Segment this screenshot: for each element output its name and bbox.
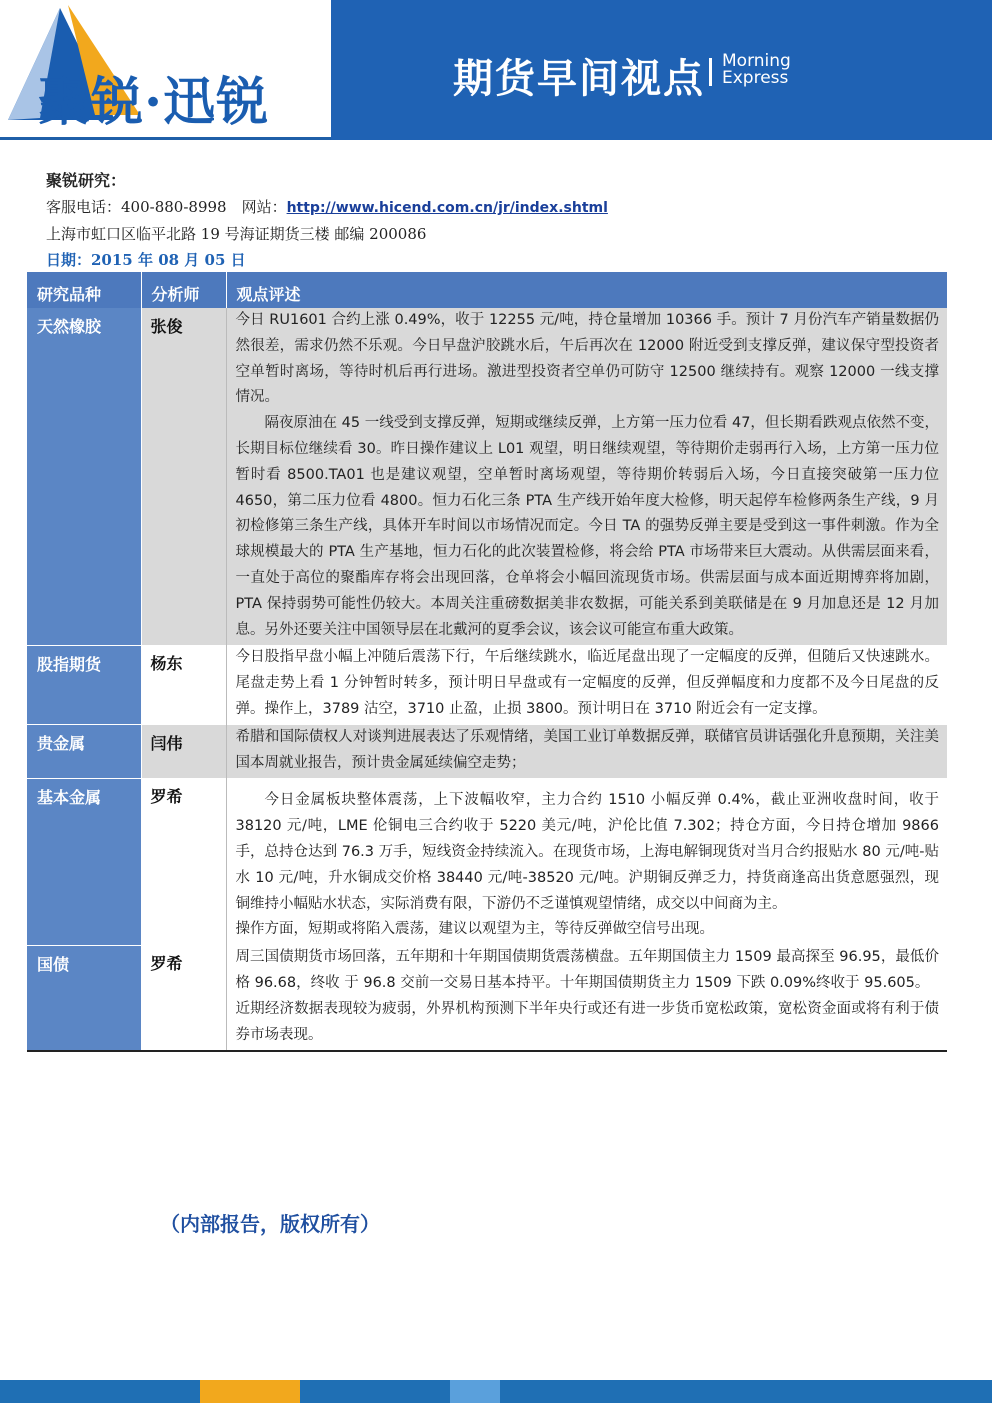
view-paragraph: 希腊和国际债权人对谈判进展表达了乐观情绪，美国工业订单数据反弹，联储官员讲话强化升息预期，关注美国本周就业报告，预计贵金属延续偏空走势； <box>235 728 939 771</box>
view-paragraph: 隔夜原油在 45 一线受到支撑反弹，短期或继续反弹，上方第一压力位看 47，但长期看跌观点依然不变，长期目标位继续看 30。昨日操作建议上 L01 观望，明日继续观望，等待期价走弱再行入场，上方第一压力位暂时看 8500.TA01 也是建议观望，空单暂时离场观望，等待期价转弱后入场，今日直接突破第一压力位 4650，第二压力位看 4800。恒力石化三条 PTA 生产线开始年度大检修，明天起停车检修两条生产线，9 月初检修第三条生产线，具体开车时间以市场情况而定。今日 TA 的强势反弹主要是受到这一事件刺激。作为全球规模最大的 PTA 生产基地，恒力石化的此次装置检修，将会给 PTA 市场带来巨大震动。从供需层面来看，一直处于高位的聚酯库存将会出现回落，仓单将会小幅回流现货市场。供需层面与成本面近期博弈将加剧，PTA 保持弱势可能性仍较大。本周关注重磅数据美非农数据，可能关系到美联储是在 9 月加息还是 12 月加息。另外还要关注中国领导层在北戴河的夏季会议，该会议可能宣布重大政策。 <box>235 415 939 638</box>
view-paragraph: 今日 RU1601 合约上涨 0.49%，收于 12255 元/吨，持仓量增加 10366 手。预计 7 月份汽车产销量数据仍然很差，需求仍然不乐观。今日早盘沪胶跳水后，午后再次在 12000 附近受到支撑反弹，建议保守型投资者空单暂时离场，等待时机后再行进场。激进型投资者空单仍可防守 12500 继续持有。观察 12000 一线支撑情况。 <box>235 312 939 406</box>
header-analyst: 分析师 <box>141 272 226 308</box>
row-view <box>226 945 947 1051</box>
table-row <box>27 308 947 645</box>
row-analyst: 罗希 <box>141 778 226 945</box>
research-label: 聚锐研究： <box>46 171 127 190</box>
view-paragraph: 近期经济数据表现较为疲弱，外界机构预测下半年央行或还有进一步货币宽松政策，宽松资金面或将有利于债券市场表现。 <box>235 1000 939 1043</box>
header-category: 研究品种 <box>27 272 141 308</box>
row-analyst: 杨东 <box>141 645 226 724</box>
website-link[interactable]: http://www.hicend.com.cn/jr/index.shtml <box>286 200 608 216</box>
row-category: 天然橡胶 <box>27 308 141 645</box>
analysis-table <box>27 272 947 1052</box>
table-row <box>27 778 947 945</box>
company-logo <box>0 0 331 140</box>
bar-segment <box>500 1380 992 1403</box>
view-paragraph: 周三国债期货市场回落，五年期和十年期国债期货震荡横盘。五年期国债主力 1509 最高探至 96.95，最低价格 96.68，终收 于 96.8 交前一交易日基本持平。十年期国债期货主力 1509 下跌 0.09%终收于 95.605。 <box>235 949 939 991</box>
row-view <box>226 778 947 945</box>
copyright-note: （内部报告，版权所有） <box>160 1212 380 1236</box>
row-analyst: 闫伟 <box>141 725 226 779</box>
logo-text: 聚锐·迅锐 <box>38 72 270 133</box>
row-category: 基本金属 <box>27 778 141 945</box>
title-en-line2: Express <box>722 68 789 88</box>
row-view <box>226 645 947 724</box>
row-category: 贵金属 <box>27 725 141 779</box>
row-analyst: 罗希 <box>141 945 226 1051</box>
bar-segment <box>0 1380 200 1403</box>
phone-label: 客服电话：400-880-8998 网站： <box>46 198 287 216</box>
table-header-row <box>27 272 947 308</box>
row-category: 股指期货 <box>27 645 141 724</box>
view-paragraph: 今日股指早盘小幅上冲随后震荡下行，午后继续跳水，临近尾盘出现了一定幅度的反弹，但随后又快速跳水。尾盘走势上看 1 分钟暂时转多，预计明日早盘或有一定幅度的反弹，但反弹幅度和力度都不及今日尾盘的反弹。操作上，3789 沽空，3710 止盈，止损 3800。预计明日在 3710 附近会有一定支撑。 <box>235 649 939 717</box>
bar-segment <box>450 1380 500 1403</box>
report-title: 期货早间视点 <box>453 56 705 102</box>
phone-line <box>46 194 608 221</box>
header-view: 观点评述 <box>226 272 947 308</box>
report-date: 日期：2015 年 08 月 05 日 <box>46 251 246 269</box>
title-en-line1: Morning <box>722 51 791 71</box>
view-paragraph: 今日金属板块整体震荡，上下波幅收窄，主力合约 1510 小幅反弹 0.4%，截止亚洲收盘时间，收于 38120 元/吨，LME 伦铜电三合约收于 5220 美元/吨，沪伦比值 7.302；持仓方面，今日持仓增加 9866 手，总持仓达到 76.3 万手，短线资金持续流入。在现货市场，上海电解铜现货对当月合约报贴水 80 元/吨-贴水 10 元/吨，升水铜成交价格 38440 元/吨-38520 元/吨。沪期铜反弹乏力，持货商逢高出货意愿强烈，现铜维持小幅贴水状态，实际消费有限，下游仍不乏谨慎观望情绪，成交以中间商为主。 <box>235 792 939 912</box>
report-title-english <box>722 53 791 87</box>
table-row <box>27 725 947 779</box>
bar-segment <box>200 1380 300 1403</box>
title-banner <box>331 0 992 140</box>
row-view <box>226 308 947 645</box>
address-line: 上海市虹口区临平北路 19 号海证期货三楼 邮编 200086 <box>46 225 427 243</box>
row-analyst: 张俊 <box>141 308 226 645</box>
row-view <box>226 725 947 779</box>
contact-info <box>46 168 608 273</box>
table-row <box>27 945 947 1051</box>
table-row <box>27 645 947 724</box>
row-category: 国债 <box>27 945 141 1051</box>
view-paragraph: 操作方面，短期或将陷入震荡，建议以观望为主，等待反弹做空信号出现。 <box>235 921 714 938</box>
page-header <box>0 0 992 140</box>
footer-color-bar <box>0 1380 992 1403</box>
bar-segment <box>300 1380 450 1403</box>
title-separator <box>709 58 712 86</box>
